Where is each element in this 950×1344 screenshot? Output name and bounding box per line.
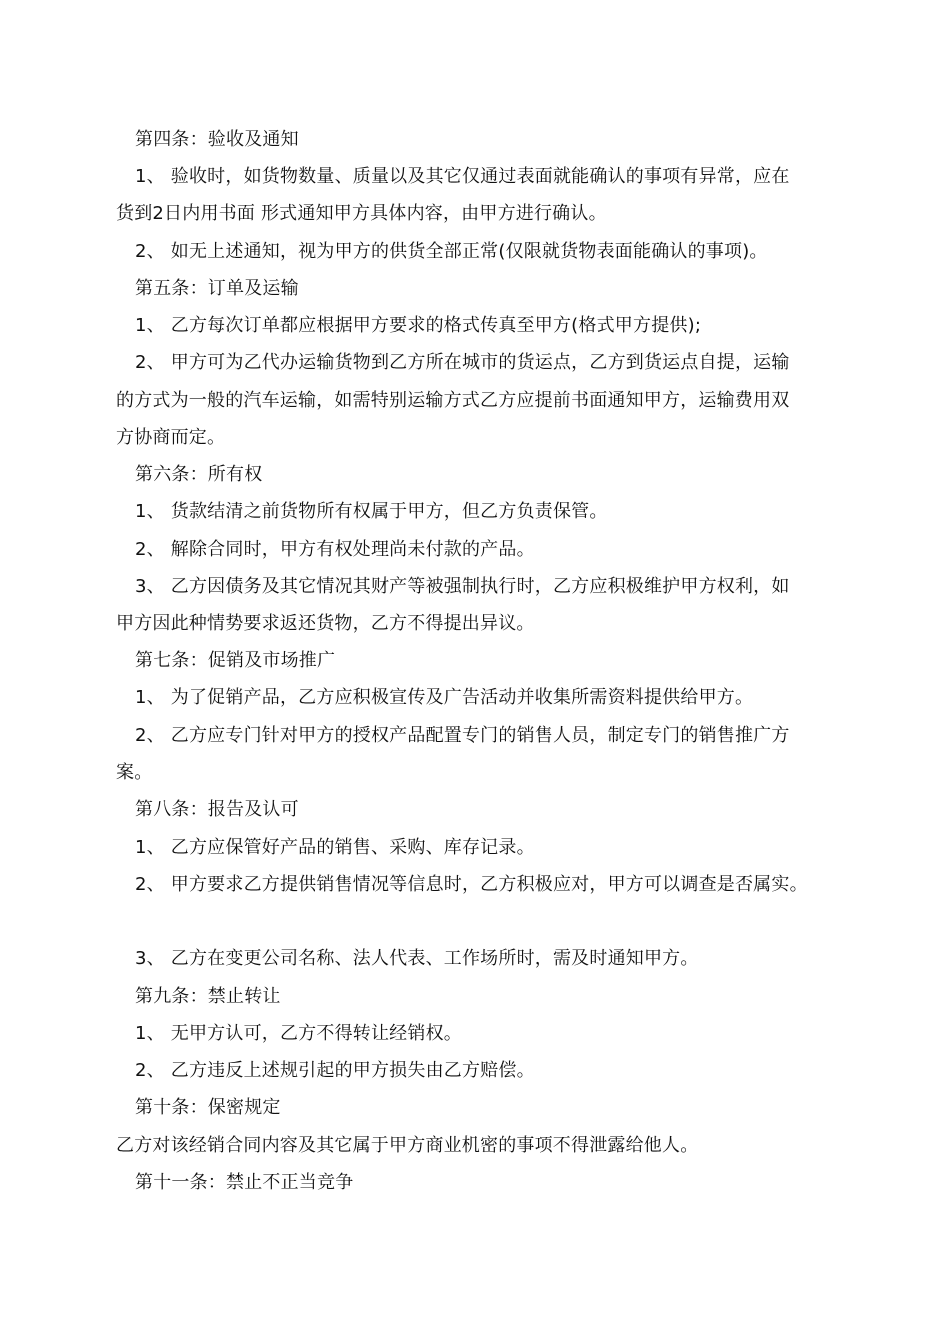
article-8-heading: 第八条：报告及认可 — [135, 799, 299, 820]
article-7-clause-2-cont: 案。 — [116, 762, 153, 783]
article-5-clause-2: 2、 甲方可为乙代办运输货物到乙方所在城市的货运点，乙方到货运点自提，运输 — [135, 352, 790, 373]
article-9-clause-1: 1、 无甲方认可，乙方不得转让经销权。 — [135, 1023, 462, 1044]
article-6-clause-1: 1、 货款结清之前货物所有权属于甲方，但乙方负责保管。 — [135, 501, 608, 522]
article-7-heading: 第七条：促销及市场推广 — [135, 650, 336, 671]
article-7-clause-2: 2、 乙方应专门针对甲方的授权产品配置专门的销售人员，制定专门的销售推广方 — [135, 725, 790, 746]
article-6-clause-3: 3、 乙方因债务及其它情况其财产等被强制执行时，乙方应积极维护甲方权利，如 — [135, 576, 790, 597]
article-8-clause-1: 1、 乙方应保管好产品的销售、采购、库存记录。 — [135, 837, 535, 858]
article-5-heading: 第五条：订单及运输 — [135, 278, 299, 299]
article-5-clause-1: 1、 乙方每次订单都应根据甲方要求的格式传真至甲方(格式甲方提供); — [135, 315, 702, 336]
article-5-clause-2-cont2: 方协商而定。 — [116, 427, 226, 448]
article-9-heading: 第九条：禁止转让 — [135, 986, 281, 1007]
article-4-clause-1: 1、 验收时，如货物数量、质量以及其它仅通过表面就能确认的事项有异常，应在 — [135, 166, 790, 187]
article-10-heading: 第十条：保密规定 — [135, 1097, 281, 1118]
article-8-clause-2: 2、 甲方要求乙方提供销售情况等信息时，乙方积极应对，甲方可以调查是否属实。 — [135, 874, 808, 895]
article-8-clause-3: 3、 乙方在变更公司名称、法人代表、工作场所时，需及时通知甲方。 — [135, 948, 699, 969]
article-4-clause-2: 2、 如无上述通知，视为甲方的供货全部正常(仅限就货物表面能确认的事项)。 — [135, 241, 768, 262]
article-5-clause-2-cont: 的方式为一般的汽车运输，如需特别运输方式乙方应提前书面通知甲方，运输费用双 — [116, 390, 790, 411]
article-4-heading: 第四条：验收及通知 — [135, 129, 299, 150]
article-10-body: 乙方对该经销合同内容及其它属于甲方商业机密的事项不得泄露给他人。 — [116, 1135, 699, 1156]
article-6-clause-3-cont: 甲方因此种情势要求返还货物，乙方不得提出异议。 — [116, 613, 535, 634]
article-4-clause-1-cont: 货到2日内用书面 形式通知甲方具体内容，由甲方进行确认。 — [116, 203, 607, 224]
article-11-heading: 第十一条：禁止不正当竞争 — [135, 1172, 354, 1193]
article-9-clause-2: 2、 乙方违反上述规引起的甲方损失由乙方赔偿。 — [135, 1060, 535, 1081]
article-6-clause-2: 2、 解除合同时，甲方有权处理尚未付款的产品。 — [135, 539, 535, 560]
article-7-clause-1: 1、 为了促销产品，乙方应积极宣传及广告活动并收集所需资料提供给甲方。 — [135, 687, 754, 708]
article-6-heading: 第六条：所有权 — [135, 464, 263, 485]
